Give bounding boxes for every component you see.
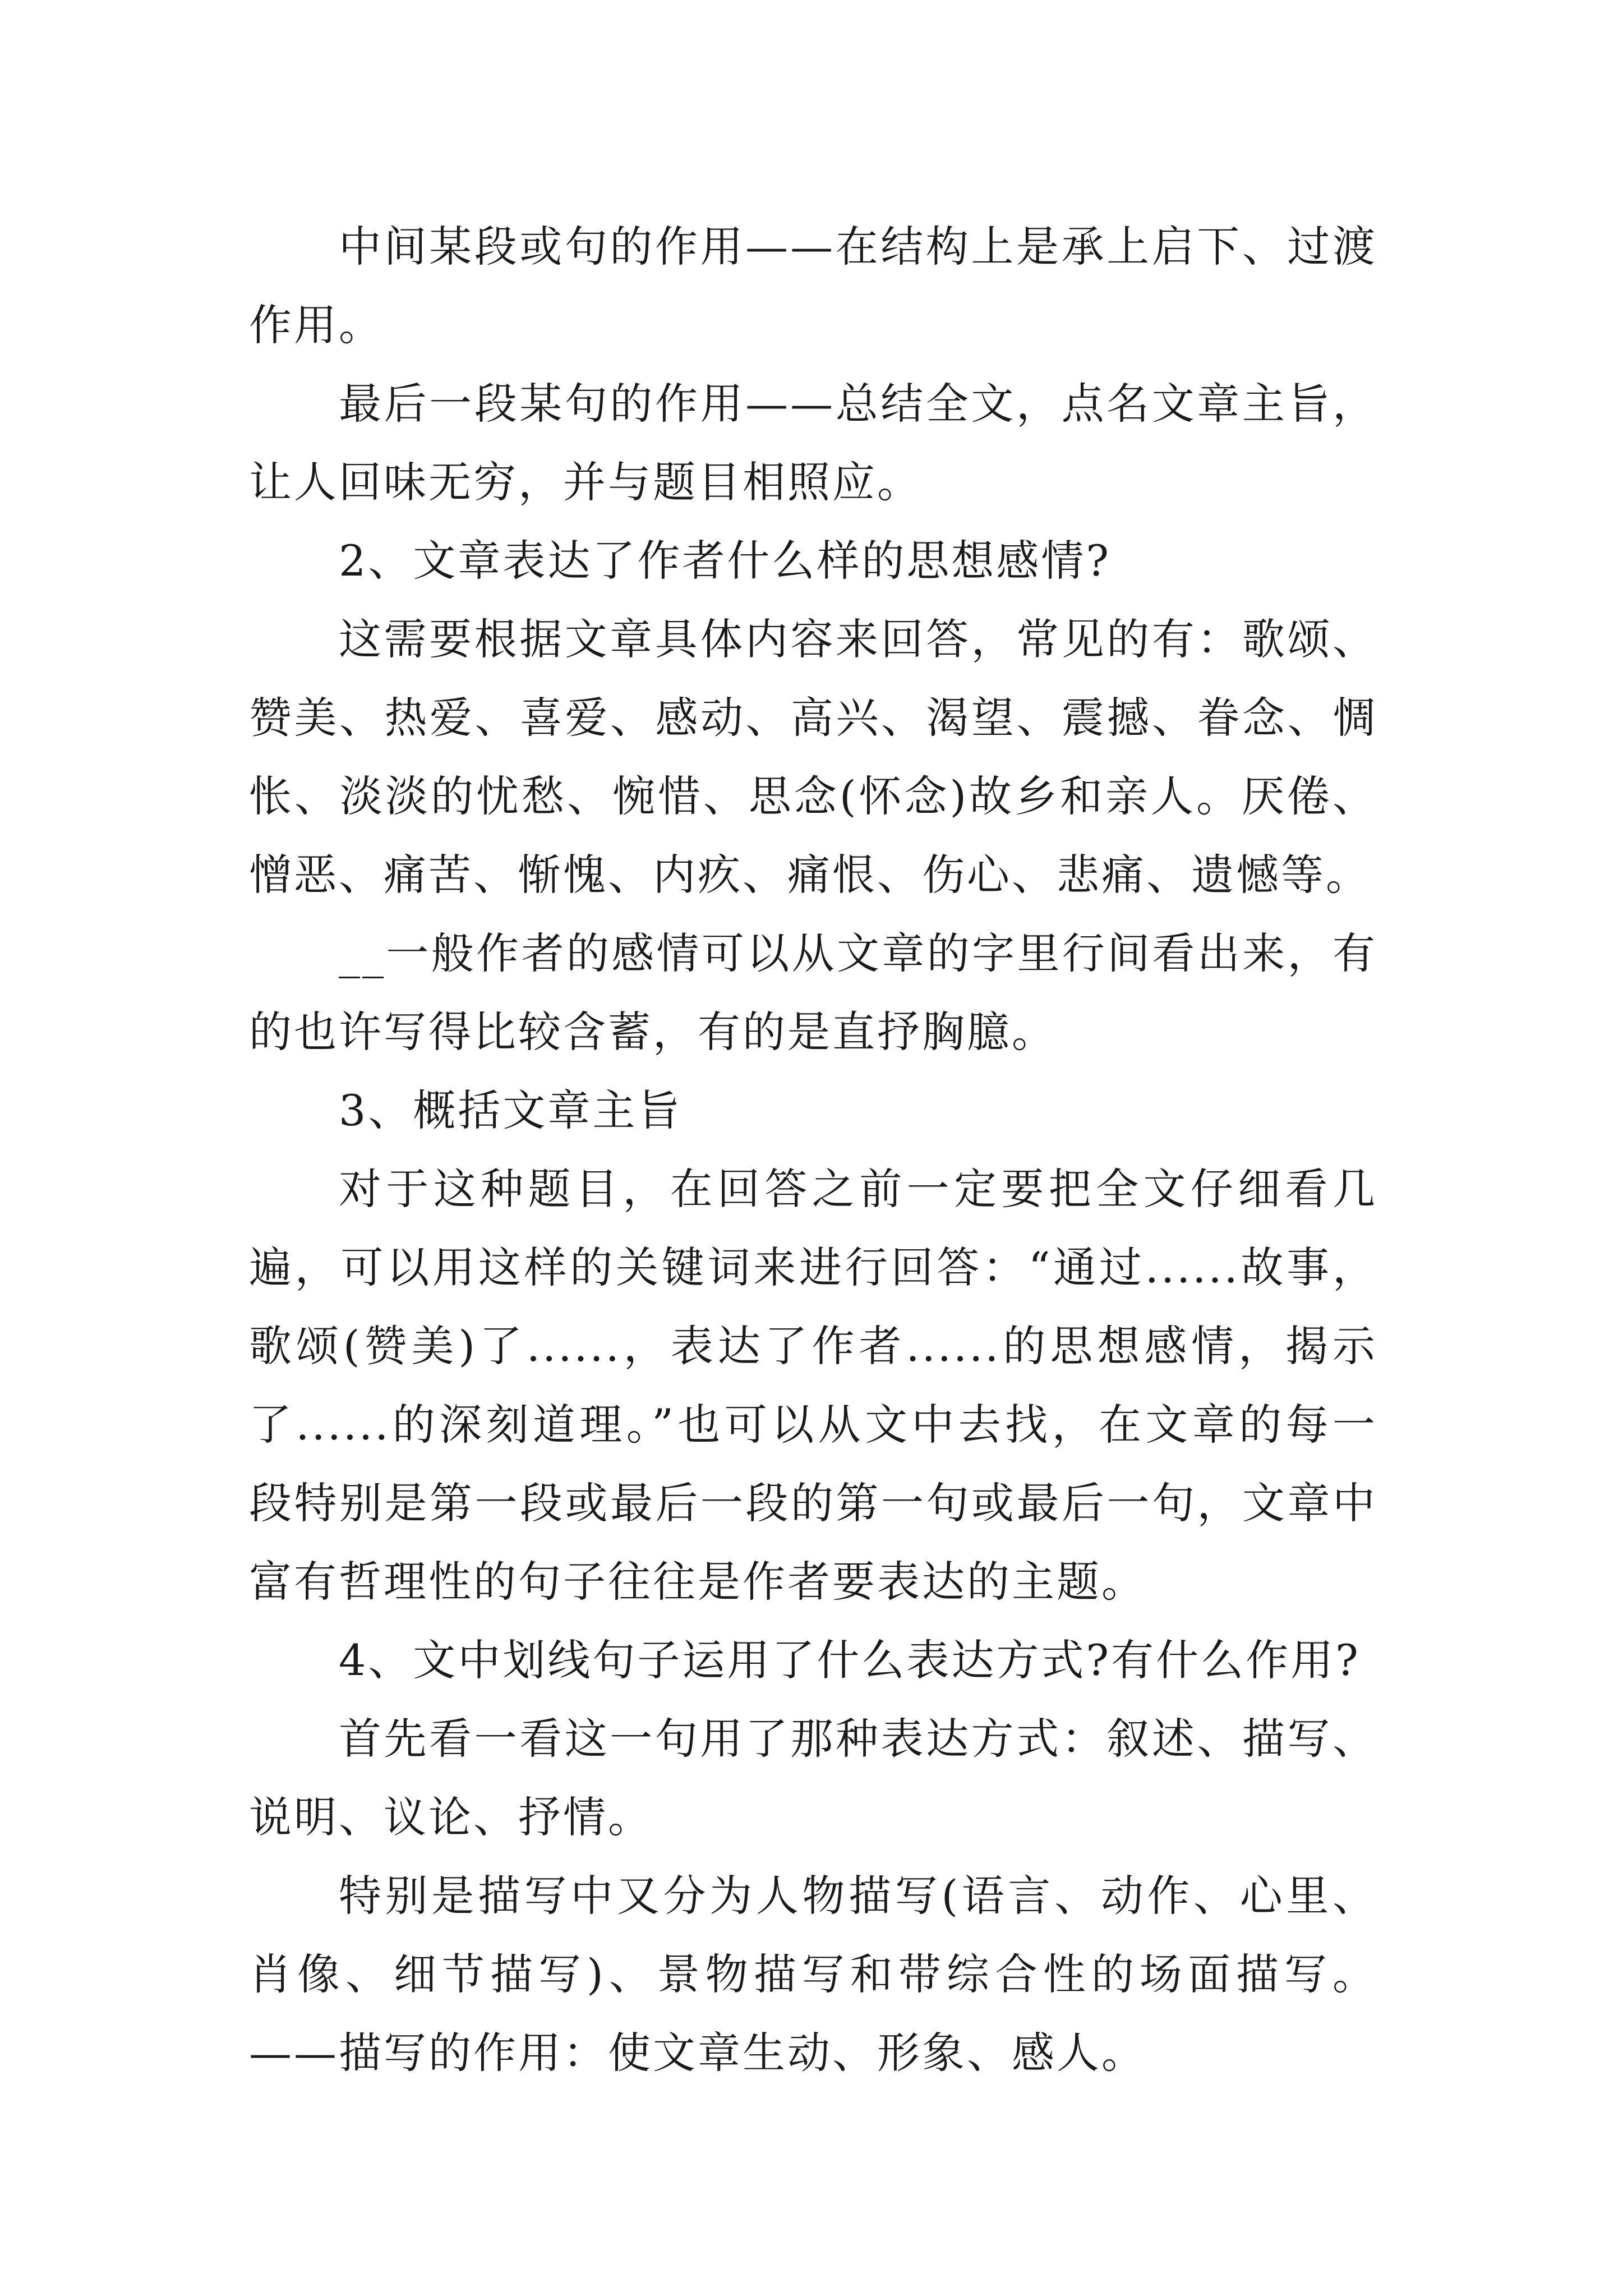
- question-2-heading: 2、文章表达了作者什么样的思想感情?: [339, 536, 1112, 586]
- paragraph-description-types: 特别是描写中又分为人物描写(语言、动作、心里、肖像、细节描写)、景物描写和带综合性的场面描写。——描写的作用：使文章生动、形象、感人。: [249, 1871, 1377, 2078]
- paragraph-expression-methods: 首先看一看这一句用了那种表达方式：叙述、描写、说明、议论、抒情。: [249, 1714, 1377, 1842]
- paragraph-middle-sentence-role: 中间某段或句的作用——在结构上是承上启下、过渡作用。: [249, 222, 1377, 350]
- paragraph-emotion-list: 这需要根据文章具体内容来回答，常见的有：歌颂、赞美、热爱、喜爱、感动、高兴、渴望、震撼、眷念、惆怅、淡淡的忧愁、惋惜、思念(怀念)故乡和亲人。厌倦、憎恶、痛苦、惭愧、内疚、痛恨、伤心、悲痛、遗憾等。: [249, 614, 1377, 900]
- question-4-heading: 4、文中划线句子运用了什么表达方式?有什么作用?: [339, 1635, 1361, 1685]
- paragraph-theme-summary: 对于这种题目，在回答之前一定要把全文仔细看几遍，可以用这样的关键词来进行回答：“通过......故事，歌颂(赞美)了......，表达了作者......的思想感情，揭示了......的深刻道理。”也可以从文中去找，在文章的每一段特别是第一段或最后一段的第一句或最后一句，文章中富有哲理性的句子往往是作者要表达的主题。: [249, 1164, 1377, 1607]
- paragraph-emotion-detection: __一般作者的感情可以从文章的字里行间看出来，有的也许写得比较含蓄，有的是直抒胸臆。: [249, 928, 1377, 1057]
- paragraph-last-sentence-role: 最后一段某句的作用——总结全文，点名文章主旨，让人回味无穷，并与题目相照应。: [249, 379, 1377, 507]
- document-body: [249, 208, 1377, 2092]
- question-3-heading: 3、概括文章主旨: [339, 1085, 683, 1135]
